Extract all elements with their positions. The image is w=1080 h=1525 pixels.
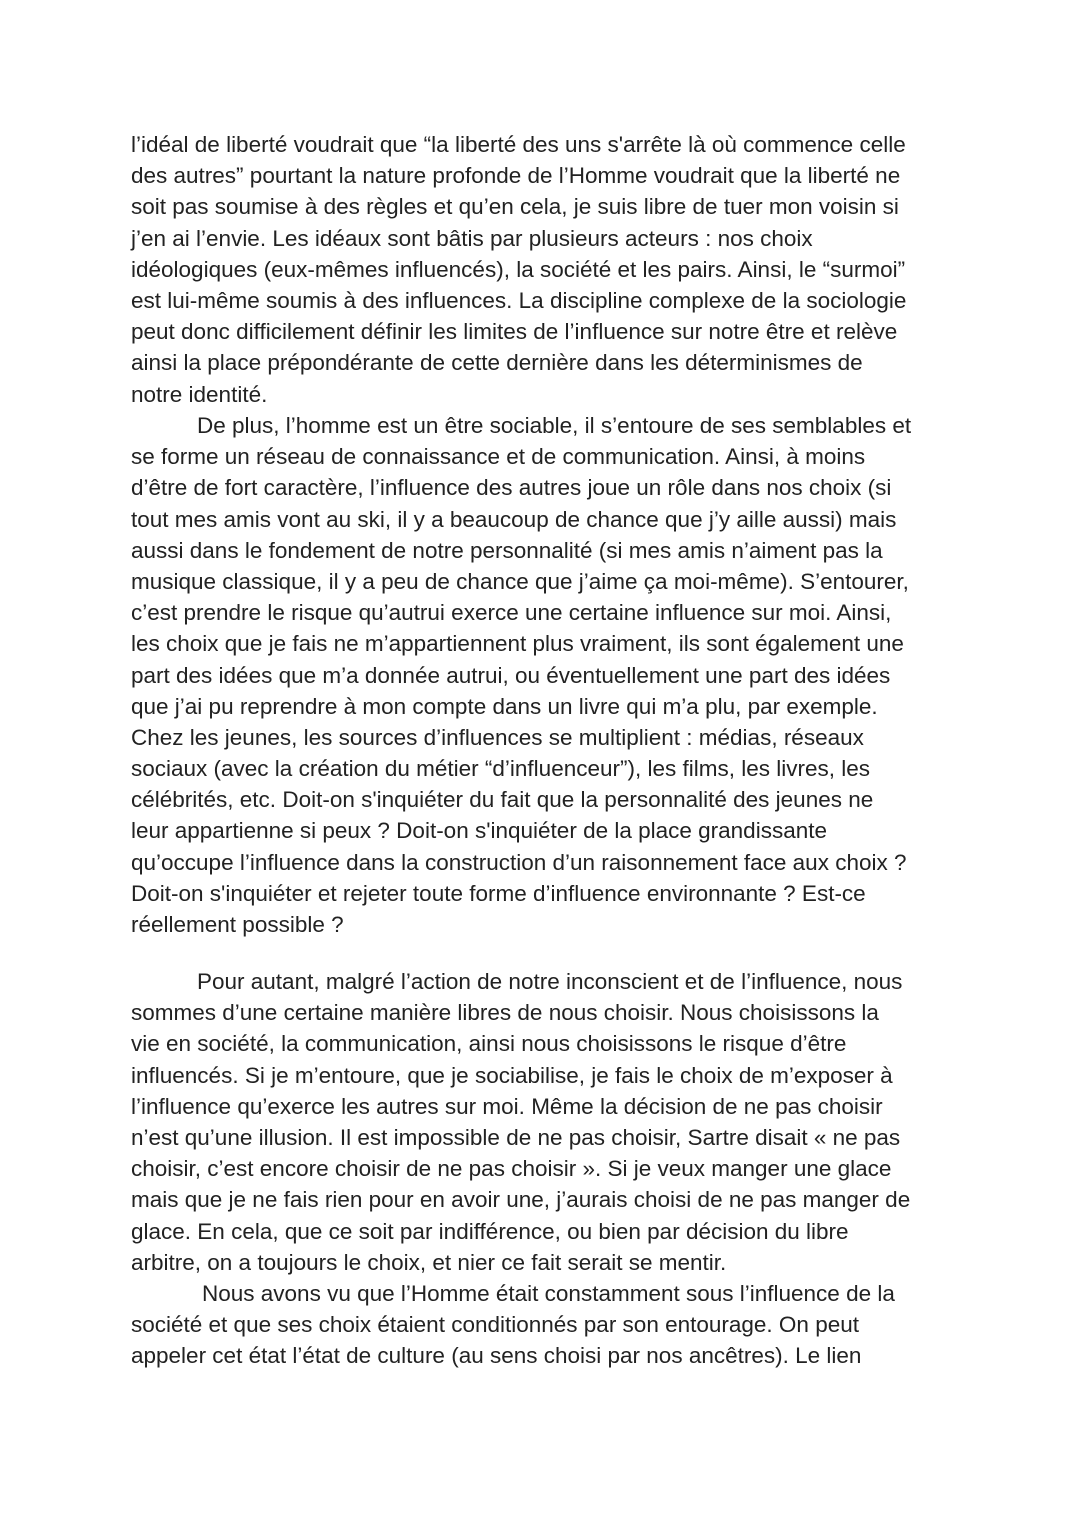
text-line: sommes d’une certaine manière libres de nous choisir. Nous choisissons la xyxy=(131,1000,879,1026)
text-line: d’être de fort caractère, l’influence des autres joue un rôle dans nos choix (si xyxy=(131,475,892,501)
text-line: les choix que je fais ne m’appartiennent plus vraiment, ils sont également une xyxy=(131,631,904,657)
text-line: Doit-on s'inquiéter et rejeter toute forme d’influence environnante ? Est-ce xyxy=(131,880,866,906)
text-line: aussi dans le fondement de notre personnalité (si mes amis n’aiment pas la xyxy=(131,537,883,563)
paragraph-4 xyxy=(131,1278,961,1372)
text-line: célébrités, etc. Doit-on s'inquiéter du fait que la personnalité des jeunes ne xyxy=(131,787,874,813)
text-line: De plus, l’homme est un être sociable, il s’entoure de ses semblables et xyxy=(197,413,912,438)
text-line: réellement possible ? xyxy=(131,912,344,937)
text-line: société et que ses choix étaient conditionnés par son entourage. On peut xyxy=(131,1312,859,1338)
text-line: que j’ai pu reprendre à mon compte dans un livre qui m’a plu, par exemple. xyxy=(131,693,878,719)
text-line: part des idées que m’a donnée autrui, ou éventuellement une part des idées xyxy=(131,662,891,688)
text-line: l’influence qu’exerce les autres sur moi. Même la décision de ne pas choisir xyxy=(131,1093,883,1119)
text-line: l’idéal de liberté voudrait que “la liberté des uns s'arrête là où commence celle xyxy=(131,132,906,157)
text-line: peut donc difficilement définir les limites de l’influence sur notre être et relève xyxy=(131,319,898,345)
text-line: glace. En cela, que ce soit par indifférence, ou bien par décision du libre xyxy=(131,1218,849,1244)
text-line: c’est prendre le risque qu’autrui exerce une certaine influence sur moi. Ainsi, xyxy=(131,600,892,626)
paragraph-2 xyxy=(131,410,961,940)
text-line: Pour autant, malgré l’action de notre inconscient et de l’influence, nous xyxy=(197,969,903,994)
text-line: Nous avons vu que l’Homme était constamment sous l’influence de la xyxy=(202,1281,895,1306)
text-line: ainsi la place prépondérante de cette dernière dans les déterminismes de xyxy=(131,350,863,376)
text-line: soit pas soumise à des règles et qu’en cela, je suis libre de tuer mon voisin si xyxy=(131,194,899,220)
text-line: arbitre, on a toujours le choix, et nier ce fait serait se mentir. xyxy=(131,1249,727,1275)
text-line: j’en ai l’envie. Les idéaux sont bâtis par plusieurs acteurs : nos choix xyxy=(131,225,813,251)
text-line: musique classique, il y a peu de chance que j’aime ça moi-même). S’entourer, xyxy=(131,568,909,594)
text-line: notre identité. xyxy=(131,381,268,407)
text-line: est lui-même soumis à des influences. La discipline complexe de la sociologie xyxy=(131,287,907,313)
text-line: tout mes amis vont au ski, il y a beaucoup de chance que j’y aille aussi) mais xyxy=(131,506,897,532)
text-line: influencés. Si je m’entoure, que je sociabilise, je fais le choix de m’exposer à xyxy=(131,1062,893,1088)
text-line: qu’occupe l’influence dans la construction d’un raisonnement face aux choix ? xyxy=(131,849,907,875)
text-line: se forme un réseau de connaissance et de communication. Ainsi, à moins xyxy=(131,444,866,470)
text-line: des autres” pourtant la nature profonde de l’Homme voudrait que la liberté ne xyxy=(131,163,901,189)
paragraph-1 xyxy=(131,129,961,410)
text-line: sociaux (avec la création du métier “d’influenceur”), les films, les livres, les xyxy=(131,756,871,782)
text-line: mais que je ne fais rien pour en avoir une, j’aurais choisi de ne pas manger de xyxy=(131,1187,911,1213)
text-line: vie en société, la communication, ainsi nous choisissons le risque d’être xyxy=(131,1031,847,1057)
text-line: n’est qu’une illusion. Il est impossible de ne pas choisir, Sartre disait « ne pas xyxy=(131,1124,901,1150)
text-line: leur appartienne si peux ? Doit-on s'inquiéter de la place grandissante xyxy=(131,818,827,844)
paragraph-3 xyxy=(131,966,961,1278)
text-line: appeler cet état l’état de culture (au sens choisi par nos ancêtres). Le lien xyxy=(131,1343,862,1369)
text-line: idéologiques (eux-mêmes influencés), la société et les pairs. Ainsi, le “surmoi” xyxy=(131,256,906,282)
text-line: choisir, c’est encore choisir de ne pas choisir ». Si je veux manger une glace xyxy=(131,1156,892,1182)
text-line: Chez les jeunes, les sources d’influences se multiplient : médias, réseaux xyxy=(131,724,864,750)
